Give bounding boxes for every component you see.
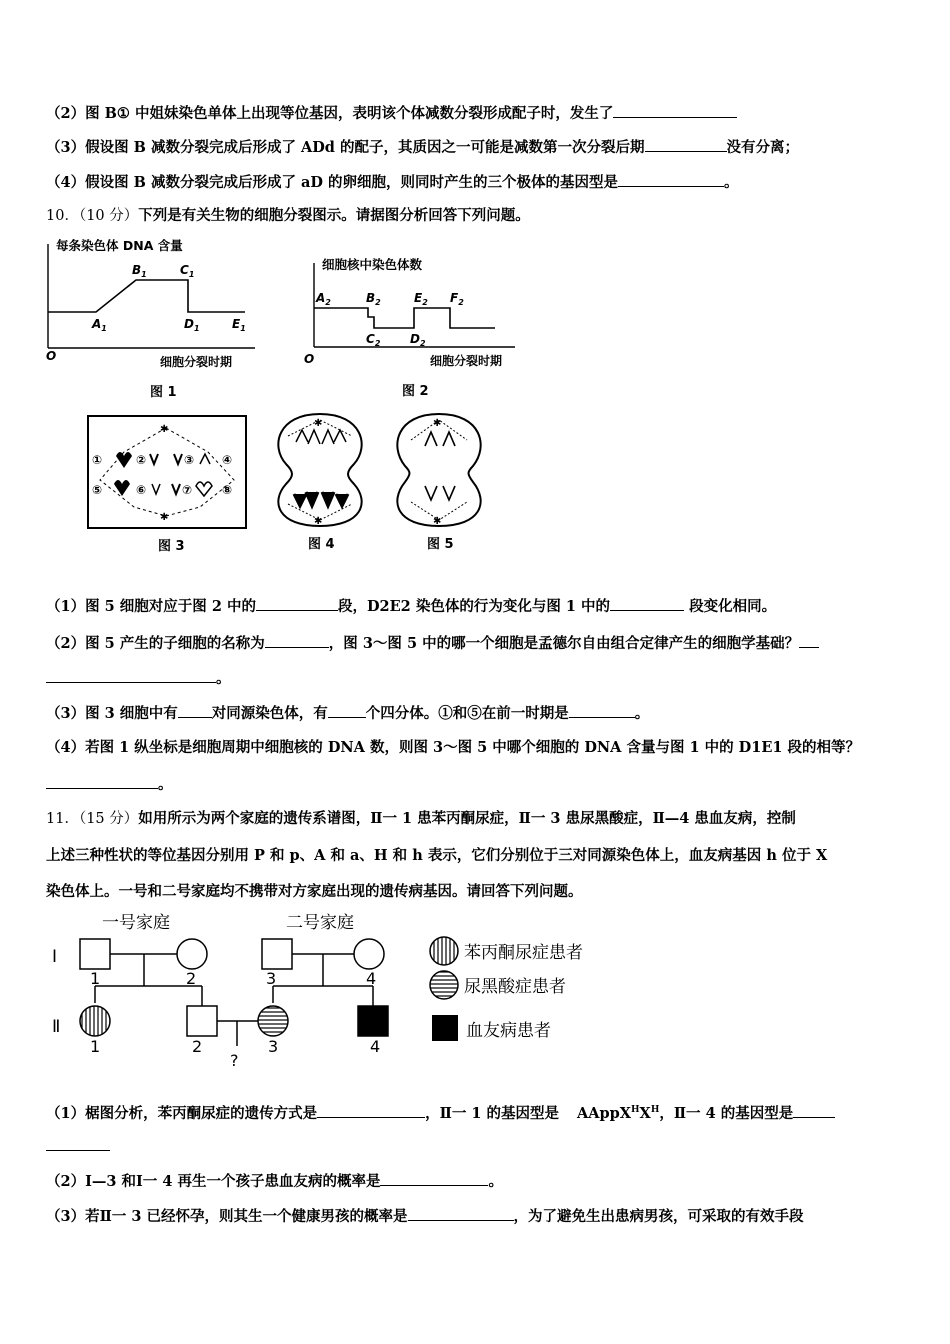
fig4-caption: 图 4 (308, 537, 335, 552)
q9-sub3 (46, 137, 799, 158)
fig2-point-e: $E_2$ (414, 291, 428, 307)
i2-number: 2 (186, 969, 197, 988)
q11-line1: 11．（15 分）如用所示为两个家庭的遗传系谱图，Ⅱ一 1 患苯丙酮尿症，Ⅱ一 3 患尿黑酸症，Ⅱ—4 患血友病，控制 (46, 810, 796, 827)
ii2-number: 2 (192, 1037, 203, 1056)
q9-sub2 (46, 103, 737, 124)
answer-blank[interactable] (613, 103, 737, 118)
svg-text:✱: ✱ (433, 418, 442, 429)
fig5-caption: 图 5 (427, 537, 454, 552)
fig3-label-4: ④ (222, 453, 233, 467)
answer-blank[interactable] (178, 703, 212, 718)
fig1-ylabel: 每条染色体 DNA 含量 (56, 238, 183, 253)
ii1-number: 1 (90, 1037, 101, 1056)
svg-text:✱: ✱ (314, 516, 323, 527)
fig2-point-b: $B_2$ (366, 291, 381, 307)
fig2-point-f: $F_2$ (450, 291, 464, 307)
unknown-child: ? (230, 1051, 239, 1070)
fig1-point-a: $A_1$ (92, 317, 107, 333)
gen-1-label: Ⅰ (52, 947, 58, 967)
ii1-female-pku (80, 1006, 110, 1036)
answer-blank[interactable] (799, 633, 819, 648)
gen-2-label: Ⅱ (52, 1017, 61, 1037)
q10-number: 10．（10 分） (46, 208, 139, 224)
fig1-point-e: $E_1$ (232, 317, 246, 333)
answer-blank[interactable] (408, 1206, 514, 1221)
i3-male (262, 939, 292, 969)
fig1-point-d: $D_1$ (184, 317, 200, 333)
fig3-label-5: ⑤ (92, 483, 103, 497)
ii4-male-hemophilia (358, 1006, 388, 1036)
answer-blank[interactable] (46, 668, 216, 683)
pedigree-chart (40, 906, 610, 1076)
i1-number: 1 (90, 969, 101, 988)
fig3-caption: 图 3 (158, 539, 185, 554)
answer-blank[interactable] (265, 633, 329, 648)
q10-sub2: （2）图 5 产生的子细胞的名称为 ，图 3～图 5 中的哪一个细胞是孟德尔自由组合定律产生的细胞学基础？ (46, 633, 819, 654)
q11-sub1-cont (46, 1136, 110, 1157)
ii2-male (187, 1006, 217, 1036)
legend-hemophilia: 血友病患者 (466, 1021, 551, 1041)
figure-4 (266, 410, 374, 558)
answer-blank[interactable] (645, 137, 727, 152)
q10-sub4: （4）若图 1 纵坐标是细胞周期中细胞核的 DNA 数，则图 3～图 5 中哪个细胞的 DNA 含量与图 1 中的 D1E1 段的相等？ (46, 739, 861, 756)
q9-sub4-text: （4）假设图 B 减数分裂完成后形成了 aD 的卵细胞，则同时产生的三个极体的基因型是 (46, 174, 619, 191)
family-1-label: 一号家庭 (102, 913, 170, 933)
answer-blank[interactable] (618, 172, 724, 187)
q10-sub4-cont: 。 (46, 774, 173, 795)
q10-sub1: （1）图 5 细胞对应于图 2 中的 段，D2E2 染色体的行为变化与图 1 中的 段变化相同。 (46, 598, 777, 615)
svg-text:✱: ✱ (160, 424, 169, 435)
q11-line2: 上述三种性状的等位基因分别用 P 和 p、A 和 a、H 和 h 表示，它们分别位于三对同源染色体上，血友病基因 h 位于 X (46, 847, 828, 864)
fig2-ylabel: 细胞核中染色体数 (322, 257, 423, 272)
legend-hemophilia-symbol (432, 1015, 458, 1041)
fig2-origin: O (304, 352, 315, 366)
fig3-label-6: ⑥ (136, 483, 147, 497)
fig4-cell (278, 414, 361, 526)
fig3-spindle (100, 428, 234, 516)
q11-sub3: （3）若Ⅱ一 3 已经怀孕，则其生一个健康男孩的概率是 ，为了避免生出患病男孩，可采取的有效手段 (46, 1208, 804, 1225)
answer-blank[interactable] (256, 596, 338, 611)
fig2-caption: 图 2 (402, 384, 429, 399)
i3-number: 3 (266, 969, 277, 988)
fig2-curve (314, 308, 495, 328)
i1-male (80, 939, 110, 969)
fig2-xlabel: 细胞分裂时期 (430, 354, 503, 368)
answer-blank[interactable] (569, 703, 635, 718)
q11-number: 11．（15 分） (46, 811, 139, 827)
q10-header (46, 206, 530, 226)
fig2-point-a: $A_2$ (316, 291, 331, 307)
fig3-label-8: ⑧ (222, 483, 233, 497)
i2-female (177, 939, 207, 969)
ii3-number: 3 (268, 1037, 279, 1056)
q9-sub2-text: （2）图 B① 中姐妹染色单体上出现等位基因，表明该个体减数分裂形成配子时，发生了 (46, 105, 614, 122)
ii3-female-alkaptonuria (258, 1006, 288, 1036)
fig1-curve (48, 280, 245, 312)
q10-sub2-cont: 。 (46, 668, 231, 689)
answer-blank[interactable] (317, 1103, 425, 1118)
ii4-number: 4 (370, 1037, 381, 1056)
answer-blank[interactable] (380, 1171, 488, 1186)
fig1-point-b: $B_1$ (132, 263, 147, 279)
fig1-xlabel: 细胞分裂时期 (160, 355, 233, 369)
fig2-point-c: $C_2$ (366, 332, 381, 348)
fig2-point-d: $D_2$ (410, 332, 426, 348)
i4-number: 4 (366, 969, 377, 988)
q11-line3: 染色体上。一号和二号家庭均不携带对方家庭出现的遗传病基因。请回答下列问题。 (46, 883, 583, 900)
q10-sub3: （3）图 3 细胞中有 对同源染色体，有 个四分体。①和⑤在前一时期是 。 (46, 705, 650, 722)
answer-blank[interactable] (793, 1103, 835, 1118)
i4-female (354, 939, 384, 969)
family-2-label: 二号家庭 (286, 913, 354, 933)
fig1-point-c: $C_1$ (180, 263, 195, 279)
fig3-label-1: ① (92, 453, 103, 467)
legend-pku: 苯丙酮尿症患者 (464, 943, 583, 963)
q9-sub3-text: （3）假设图 B 减数分裂完成后形成了 ADd 的配子，其质因之一可能是减数第一次分裂后期 (46, 139, 645, 156)
svg-text:✱: ✱ (314, 418, 323, 429)
fig3-label-3: ③ (184, 453, 195, 467)
q10-stem: 下列是有关生物的细胞分裂图示。请据图分析回答下列问题。 (138, 207, 530, 224)
q9-sub4 (46, 172, 739, 193)
svg-text:✱: ✱ (160, 512, 169, 523)
answer-blank[interactable] (610, 596, 684, 611)
legend-alkaptonuria: 尿黑酸症患者 (464, 977, 566, 997)
figure-5 (385, 410, 493, 558)
q11-sub1: （1）椐图分析，苯丙酮尿症的遗传方式是 ，Ⅱ一 1 的基因型是 $AAppX^HX^H$，Ⅱ一 4 的基因型是 (46, 1100, 835, 1124)
q9-sub3-tail: 没有分离； (726, 139, 799, 156)
svg-text:✱: ✱ (433, 516, 442, 527)
fig5-cell (397, 414, 480, 526)
fig3-label-2: ② (136, 453, 147, 467)
fig1-caption: 图 1 (150, 385, 177, 400)
figure-2 (300, 255, 530, 407)
answer-blank[interactable] (46, 774, 158, 789)
legend-alkaptonuria-symbol (430, 971, 458, 999)
figure-1 (40, 236, 265, 406)
answer-blank[interactable] (328, 703, 366, 718)
figure-3 (84, 412, 250, 557)
q9-sub4-tail: 。 (724, 174, 739, 191)
legend-pku-symbol (430, 937, 458, 965)
q11-sub2: （2）Ⅰ—3 和Ⅰ一 4 再生一个孩子患血友病的概率是 。 (46, 1173, 503, 1190)
fig3-label-7: ⑦ (182, 483, 193, 497)
fig1-origin: O (46, 349, 57, 363)
answer-blank[interactable] (46, 1136, 110, 1151)
